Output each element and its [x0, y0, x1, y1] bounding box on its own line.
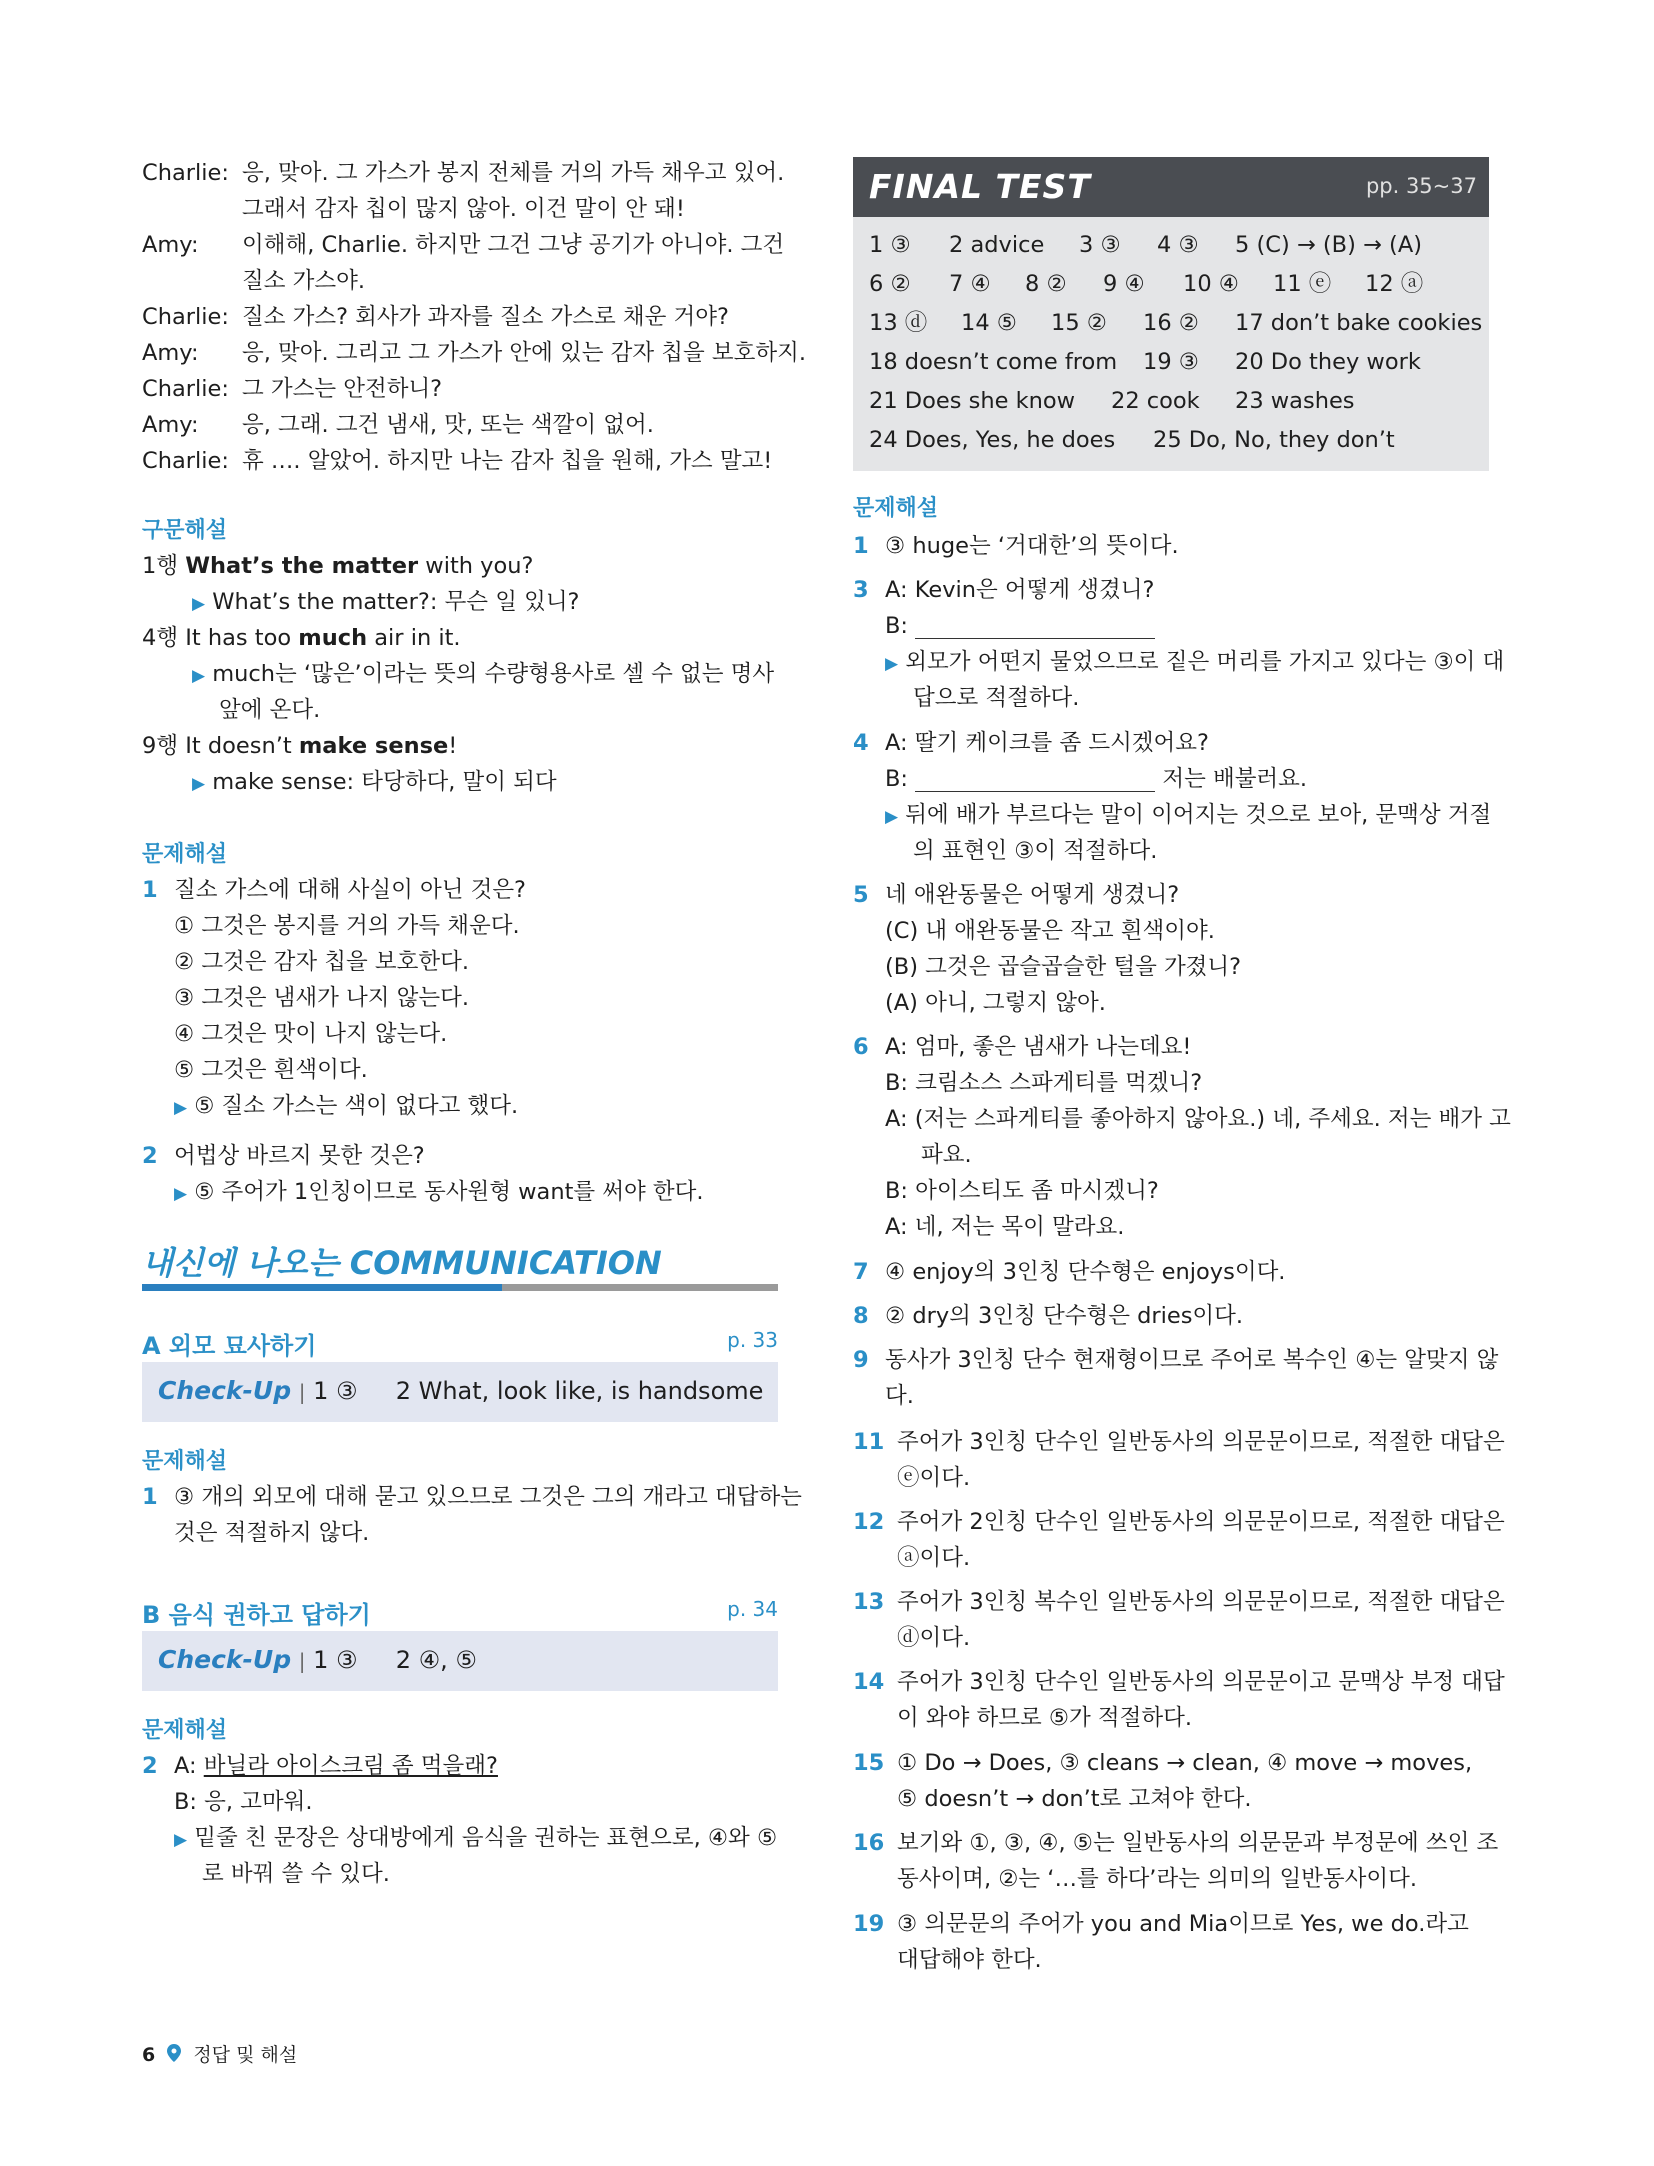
explanation-19: 19 ③ 의문문의 주어가 you and Mia이므로 Yes, we do.라고 [853, 1911, 1469, 1937]
page-number: 6 [142, 2044, 156, 2066]
syntax-note-cont: 앞에 온다. [219, 697, 321, 723]
option: ④ 그것은 맛이 나지 않는다. [174, 1021, 448, 1047]
syntax-item: 4행 It has too much air in it. [142, 625, 461, 651]
dialogue-line: Charlie: 휴 …. 알았어. 하지만 나는 감자 칩을 원해, 가스 말고! [142, 448, 773, 474]
explanation-cont: 대답해야 한다. [897, 1947, 1042, 1973]
answer: 15 ② [1051, 310, 1107, 336]
checkup-answers: 1 ③ 2 ④, ⑤ [313, 1646, 477, 1674]
answer: 25 Do, No, they don’t [1153, 427, 1395, 453]
explanation-6: 6 A: 엄마, 좋은 냄새가 나는데요! [853, 1034, 1192, 1060]
dialogue-line: Amy: 응, 그래. 그건 냄새, 맛, 또는 색깔이 없어. [142, 412, 654, 438]
explanation-9: 9 동사가 3인칭 단수 현재형이므로 주어로 복수인 ④는 알맞지 않 [853, 1347, 1499, 1373]
answer: 5 (C) → (B) → (A) [1235, 232, 1422, 258]
checkup-answers: 1 ③ 2 What, look like, is handsome [313, 1377, 764, 1405]
syntax-item: 1행 What’s the matter with you? [142, 553, 534, 579]
divider: | [298, 1649, 306, 1673]
section-a-title: A 외모 묘사하기 [142, 1332, 317, 1360]
explanation-cont: (C) 내 애완동물은 작고 흰색이야. [885, 918, 1215, 944]
explanation-14: 14 주어가 3인칭 단수인 일반동사의 의문문이고 문맥상 부정 대답 [853, 1669, 1505, 1695]
explanation-12: 12 주어가 2인칭 단수인 일반동사의 의문문이므로, 적절한 대답은 [853, 1509, 1505, 1535]
explanation-cont: 동사이며, ②는 ‘…를 하다’라는 의미의 일반동사이다. [897, 1866, 1418, 1892]
explanation: 1 ③ 개의 외모에 대해 묻고 있으므로 그것은 그의 개라고 대답하는 [142, 1484, 802, 1510]
question-1: 1 질소 가스에 대해 사실이 아닌 것은? [142, 877, 526, 903]
explanation-cont: 로 바꿔 쓸 수 있다. [202, 1861, 390, 1887]
syntax-note: ▶ What’s the matter?: 무슨 일 있니? [192, 589, 580, 615]
explanation-cont: 이 와야 하므로 ⑤가 적절하다. [897, 1705, 1193, 1731]
answer: 4 ③ [1157, 232, 1199, 258]
dialogue-line: Amy: 응, 맞아. 그리고 그 가스가 안에 있는 감자 칩을 보호하지. [142, 340, 806, 366]
explanation-7: 7 ④ enjoy의 3인칭 단수형은 enjoys이다. [853, 1259, 1286, 1285]
answer: 8 ② [1025, 271, 1067, 297]
question-2: 2 어법상 바르지 못한 것은? [142, 1143, 425, 1169]
triangle-icon: ▶ [174, 1830, 188, 1850]
explanation-15: 15 ① Do → Does, ③ cleans → clean, ④ move → moves, [853, 1750, 1473, 1776]
page-footer [142, 2040, 297, 2067]
final-test-answers [853, 217, 1489, 471]
final-test-header [853, 157, 1489, 217]
checkup-box-b [142, 1631, 778, 1691]
explanation-5: 5 네 애완동물은 어떻게 생겼니? [853, 882, 1180, 908]
answer: 2 advice [949, 232, 1045, 258]
explanation-cont: A: 네, 저는 목이 말라요. [885, 1214, 1125, 1240]
explanation: ▶ ⑤ 질소 가스는 색이 없다고 했다. [174, 1093, 519, 1119]
answer: 6 ② [869, 271, 911, 297]
answer: 10 ④ [1183, 271, 1239, 297]
dialogue-line: 그래서 감자 칩이 많지 않아. 이건 말이 안 돼! [242, 196, 685, 222]
explanation: ▶ 뒤에 배가 부르다는 말이 이어지는 것으로 보아, 문맥상 거절 [885, 802, 1492, 828]
explanation-cont: 의 표현인 ③이 적절하다. [913, 838, 1158, 864]
final-test-title: FINAL TEST [869, 167, 1091, 206]
triangle-icon: ▶ [885, 654, 899, 674]
answer: 7 ④ [949, 271, 991, 297]
explanation: ▶ 밑줄 친 문장은 상대방에게 음식을 권하는 표현으로, ④와 ⑤ [174, 1825, 778, 1851]
dialogue-line: Charlie: 응, 맞아. 그 가스가 봉지 전체를 거의 가득 채우고 있어. [142, 160, 785, 186]
communication-title: 내신에 나오는 COMMUNICATION [142, 1244, 662, 1282]
triangle-icon: ▶ [192, 774, 206, 794]
dialogue-line: B: 응, 고마워. [174, 1789, 313, 1815]
section-b-title: B 음식 권하고 답하기 [142, 1601, 371, 1629]
explanation-cont: ⓐ이다. [897, 1545, 971, 1571]
syntax-heading: 구문해설 [142, 518, 228, 543]
problems-heading: 문제해설 [142, 1718, 228, 1743]
option: ① 그것은 봉지를 거의 가득 채운다. [174, 913, 520, 939]
dialogue-line: 2 A: 바닐라 아이스크림 좀 먹을래? [142, 1753, 498, 1779]
checkup-label: Check-Up [158, 1376, 292, 1405]
option: ② 그것은 감자 칩을 보호한다. [174, 949, 470, 975]
answer: 16 ② [1143, 310, 1199, 336]
syntax-note: ▶ make sense: 타당하다, 말이 되다 [192, 769, 557, 795]
section-a-page: p. 33 [727, 1328, 778, 1352]
checkup-box-a [142, 1362, 778, 1422]
answer: 14 ⑤ [961, 310, 1017, 336]
explanation-13: 13 주어가 3인칭 복수인 일반동사의 의문문이므로, 적절한 대답은 [853, 1589, 1505, 1615]
problems-heading: 문제해설 [142, 842, 228, 867]
explanation-cont: ⓔ이다. [897, 1465, 971, 1491]
explanation-cont: 다. [885, 1383, 914, 1409]
answer: 21 Does she know [869, 388, 1076, 414]
explanation-cont: ⓓ이다. [897, 1625, 971, 1651]
dialogue-line: 질소 가스야. [242, 268, 365, 294]
explanation-cont: ⑤ doesn’t → don’t로 고쳐야 한다. [897, 1786, 1252, 1812]
dialogue-line: Charlie: 질소 가스? 회사가 과자를 질소 가스로 채운 거야? [142, 304, 729, 330]
explanation-cont: (B) 그것은 곱슬곱슬한 털을 가졌니? [885, 954, 1242, 980]
explanation-11: 11 주어가 3인칭 단수인 일반동사의 의문문이므로, 적절한 대답은 [853, 1429, 1505, 1455]
answer: 19 ③ [1143, 349, 1199, 375]
answer: 1 ③ [869, 232, 911, 258]
triangle-icon: ▶ [174, 1098, 188, 1118]
answer: 24 Does, Yes, he does [869, 427, 1116, 453]
explanation-16: 16 보기와 ①, ③, ④, ⑤는 일반동사의 의문문과 부정문에 쓰인 조 [853, 1830, 1499, 1856]
dialogue-line: Amy: 이해해, Charlie. 하지만 그건 그냥 공기가 아니야. 그건 [142, 232, 785, 258]
explanation-cont: 것은 적절하지 않다. [174, 1520, 370, 1546]
footer-label: 정답 및 해설 [193, 2044, 298, 2066]
explanation: ▶ 외모가 어떤지 물었으므로 짙은 머리를 가지고 있다는 ③이 대 [885, 649, 1505, 675]
triangle-icon: ▶ [192, 594, 206, 614]
answer: 17 don’t bake cookies [1235, 310, 1483, 336]
section-b-page: p. 34 [727, 1597, 778, 1621]
explanation-cont: (A) 아니, 그렇지 않아. [885, 990, 1106, 1016]
answer: 12 ⓐ [1365, 271, 1424, 297]
dialogue-line: Charlie: 그 가스는 안전하니? [142, 376, 443, 402]
triangle-icon: ▶ [192, 666, 206, 686]
final-test-pages: pp. 35~37 [1365, 174, 1477, 198]
triangle-icon: ▶ [885, 807, 899, 827]
option: ⑤ 그것은 흰색이다. [174, 1057, 368, 1083]
problems-heading: 문제해설 [142, 1449, 228, 1474]
title-underline-gray [502, 1284, 778, 1291]
explanation-8: 8 ② dry의 3인칭 단수형은 dries이다. [853, 1303, 1244, 1329]
answer-blank [915, 614, 1155, 639]
explanation-cont: 답으로 적절하다. [913, 685, 1080, 711]
answer: 9 ④ [1103, 271, 1145, 297]
title-underline-accent [142, 1284, 502, 1291]
answer-blank-line: B: [885, 608, 1155, 644]
explanation-3: 3 A: Kevin은 어떻게 생겼니? [853, 577, 1155, 603]
explanation-cont: B: 크림소스 스파게티를 먹겠니? [885, 1070, 1203, 1096]
answer-blank-line: B: 저는 배불러요. [885, 766, 1308, 792]
divider: | [298, 1380, 306, 1404]
explanation-cont: B: 아이스티도 좀 마시겠니? [885, 1178, 1159, 1204]
answer: 23 washes [1235, 388, 1355, 414]
answer: 22 cook [1111, 388, 1200, 414]
triangle-icon: ▶ [174, 1184, 188, 1204]
syntax-item: 9행 It doesn’t make sense! [142, 733, 458, 759]
option: ③ 그것은 냄새가 나지 않는다. [174, 985, 470, 1011]
explanation-4: 4 A: 딸기 케이크를 좀 드시겠어요? [853, 730, 1209, 756]
explanation-cont: 파요. [921, 1142, 972, 1168]
answer: 13 ⓓ [869, 310, 928, 336]
answer-blank [915, 767, 1155, 792]
answer: 3 ③ [1079, 232, 1121, 258]
explanation: ▶ ⑤ 주어가 1인칭이므로 동사원형 want를 써야 한다. [174, 1179, 704, 1205]
location-pin-icon [167, 2044, 181, 2067]
checkup-label: Check-Up [158, 1645, 292, 1674]
explanation-1: 1 ③ huge는 ‘거대한’의 뜻이다. [853, 533, 1179, 559]
explanation-cont: A: (저는 스파게티를 좋아하지 않아요.) 네, 주세요. 저는 배가 고 [885, 1106, 1511, 1132]
answer: 18 doesn’t come from [869, 349, 1118, 375]
syntax-note: ▶ much는 ‘많은’이라는 뜻의 수량형용사로 셀 수 없는 명사 [192, 661, 775, 687]
answer: 11 ⓔ [1273, 271, 1332, 297]
problems-heading: 문제해설 [853, 496, 939, 521]
answer: 20 Do they work [1235, 349, 1421, 375]
